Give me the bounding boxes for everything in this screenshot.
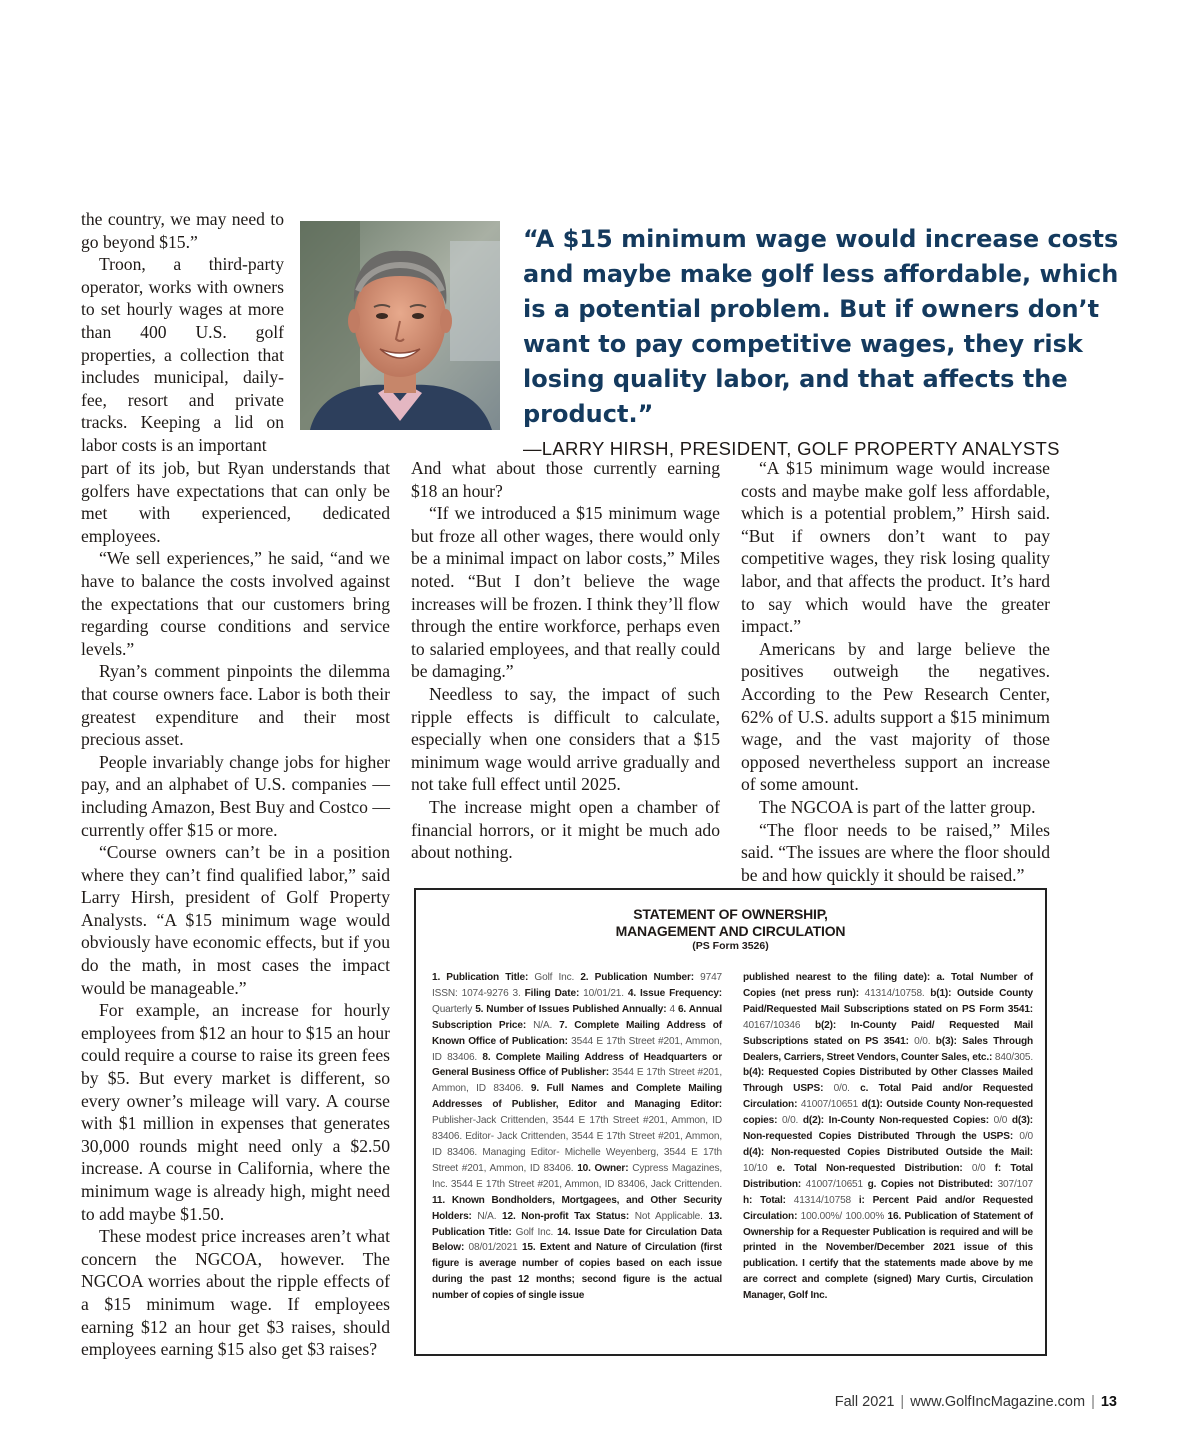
statement-field-value: 4	[669, 1003, 675, 1015]
statement-field-label: 10. Owner:	[577, 1162, 629, 1174]
statement-title-line-2: MANAGEMENT AND CIRCULATION	[615, 923, 846, 939]
statement-field-value: Not Applicable.	[634, 1210, 703, 1222]
statement-field-value: 10/01/21.	[583, 987, 624, 999]
statement-field-value: 0/0	[1019, 1131, 1033, 1143]
statement-field-label: d(2): In-County Non-requested Copies:	[802, 1115, 989, 1127]
statement-field-value: 41314/10758	[793, 1194, 852, 1206]
article-paragraph: “We sell experiences,” he said, “and we have to balance the costs involved against the expectations that our customers bring regarding course conditions and service levels.”	[81, 548, 390, 659]
statement-field-label: 14. Issue Date for Circulation Data Below:	[432, 1226, 722, 1254]
statement-field-label: i: Percent Paid and/or Requested Circulation:	[743, 1194, 1033, 1222]
statement-field-label: Filing Date:	[524, 987, 580, 999]
page-footer	[835, 1394, 1117, 1410]
statement-field-value: 08/01/2021	[468, 1242, 518, 1254]
statement-field-label: b(4): Requested Copies Distributed by Other Classes Mailed Through USPS:	[743, 1067, 1033, 1095]
article-paragraph: The increase might open a chamber of financial horrors, or it might be much ado about nothing.	[411, 796, 720, 863]
statement-field-value: Publisher-Jack Crittenden, 3544 E 17th Street #201, Ammon, ID 83406. Editor- Jack Crittenden, 3544 E 17th Street #201, Ammon, ID 83406. Managing Editor- Michelle Weyenberg, 3544 E 17th Street #201, Ammon, ID 83406.	[432, 1115, 722, 1174]
statement-field-value: 0/0	[993, 1115, 1008, 1127]
statement-field-label: published nearest to the filing date): a. Total Number of Copies (net press run):	[743, 972, 1033, 999]
statement-field-value: 41314/10758.	[864, 987, 925, 999]
statement-field-value: N/A.	[477, 1210, 497, 1222]
pull-quote	[523, 222, 1123, 460]
statement-subtitle: (PS Form 3526)	[692, 940, 769, 952]
article-column-1-top	[81, 208, 284, 457]
footer-separator: |	[900, 1394, 905, 1410]
article-paragraph: People invariably change jobs for higher pay, and an alphabet of U.S. companies — including Amazon, Best Buy and Costco — currently offer $15 or more.	[81, 751, 390, 840]
statement-field-value: 41007/10651	[805, 1178, 863, 1190]
statement-title	[432, 906, 1029, 940]
statement-field-label: b(3): Sales Through Dealers, Carriers, Street Vendors, Counter Sales, etc.:	[743, 1035, 1034, 1063]
article-paragraph: “Course owners can’t be in a position where they can’t find qualified labor,” said Larry Hirsh, president of Golf Property Analysts. “A $15 minimum wage would obviously have economic effects, but if you do the math, in most cases the impact would be manageable.”	[81, 842, 390, 998]
statement-field-label: d(3): Non-requested Copies Distributed Through the USPS:	[743, 1115, 1034, 1143]
statement-field-label: b(2): In-County Paid/ Requested Mail Subscriptions stated on PS 3541:	[743, 1019, 1033, 1047]
statement-field-value: 3544 E 17th Street #201, Ammon, ID 83406.	[432, 1067, 723, 1095]
article-paragraph: The NGCOA is part of the latter group.	[759, 796, 1036, 817]
statement-field-value: 100.00%/ 100.00%	[800, 1210, 885, 1222]
article-paragraph: And what about those currently earning $18 an hour?	[411, 458, 720, 501]
statement-field-label: 2. Publication Number:	[580, 972, 694, 983]
statement-field-label: h: Total:	[743, 1194, 786, 1206]
article-paragraph: the country, we may need to go beyond $15.”	[81, 209, 284, 252]
statement-field-label: 16. Publication of Statement of Ownership for a Requester Publication is required and will be printed in the November/December 2021 issue of this publication. I certify that the statements made above by me are correct and complete (signed) Mary Curtis, Circulation Manager, Golf Inc.	[743, 1210, 1034, 1302]
article-paragraph: Troon, a third-party operator, works with owners to set hourly wages at more than 400 U.S. golf properties, a collection that includes municipal, daily-fee, resort and private tracks. Keeping a lid on labor costs is an important	[81, 254, 284, 455]
statement-field-label: 11. Known Bondholders, Mortgagees, and Other Security Holders:	[432, 1194, 722, 1222]
statement-column-right	[743, 970, 1033, 1304]
statement-field-value: 840/305.	[994, 1051, 1033, 1063]
statement-field-value: Golf Inc.	[515, 1226, 554, 1238]
statement-field-value: Quarterly	[432, 1003, 473, 1015]
statement-field-value: N/A.	[533, 1019, 553, 1031]
statement-field-value: 0/0.	[833, 1083, 850, 1095]
article-column-3	[741, 457, 1050, 886]
statement-field-label: 6. Annual Subscription Price:	[432, 1003, 723, 1031]
statement-of-ownership-box	[414, 888, 1047, 1356]
statement-field-label: 12. Non-profit Tax Status:	[502, 1210, 630, 1222]
larry-hirsh-photo	[300, 221, 500, 430]
statement-field-value: 41007/10651	[800, 1099, 859, 1111]
issue-label: Fall 2021	[834, 1394, 895, 1410]
statement-field-label: 15. Extent and Nature of Circulation (first figure is average number of copies based on each issue during the past 12 months; second figure is the actual number of copies of single issue	[432, 1242, 722, 1302]
article-column-1-bottom	[81, 457, 390, 1361]
statement-field-value: Golf Inc.	[534, 972, 575, 983]
statement-field-value: 10/10	[743, 1162, 768, 1174]
statement-field-value: 0/0.	[781, 1115, 799, 1127]
article-column-2	[411, 457, 720, 864]
statement-field-label: d(4): Non-requested Copies Distributed Outside the Mail:	[743, 1146, 1033, 1158]
statement-field-label: 1. Publication Title:	[432, 972, 529, 983]
website-link[interactable]: www.GolfIncMagazine.com	[910, 1394, 1086, 1410]
page-number: 13	[1100, 1394, 1117, 1410]
article-paragraph: These modest price increases aren’t what concern the NGCOA, however. The NGCOA worries about the ripple effects of a $15 minimum wage. If employees earning $12 an hour get $3 raises, should employees earning $15 also get $3 raises?	[81, 1226, 390, 1360]
footer-separator: |	[1091, 1394, 1095, 1410]
article-paragraph: “If we introduced a $15 minimum wage but froze all other wages, there would only be a minimal impact on labor costs,” Miles noted. “But I don’t believe the wage increases will be frozen. I think they’ll flow through the entire workforce, perhaps even to salaried employees, and that really could be damaging.”	[411, 503, 720, 682]
statement-field-label: 13. Publication Title:	[432, 1210, 723, 1238]
statement-title-line-1: STATEMENT OF OWNERSHIP,	[633, 906, 828, 922]
article-paragraph: “A $15 minimum wage would increase costs and maybe make golf less affordable, which is a potential problem,” Hirsh said. “But if owners don’t want to pay competitive wages, they risk losing quality labor, and that affects the product. It’s hard to say which would have the greater impact.”	[741, 458, 1050, 637]
article-paragraph: Needless to say, the impact of such ripple effects is difficult to calculate, especially when one considers that a $15 minimum wage would arrive gradually and not take full effect until 2025.	[411, 683, 720, 795]
pull-quote-attribution: —LARRY HIRSH, PRESIDENT, GOLF PROPERTY ANALYSTS	[523, 438, 1060, 459]
statement-field-label: 8. Complete Mailing Address of Headquarters or General Business Office of Publisher:	[432, 1051, 722, 1079]
article-paragraph: For example, an increase for hourly employees from $12 an hour to $15 an hour could require a course to raise its green fees by $5. But every market is different, so every owner’s mileage will vary. A course with $1 million in expenses that generates 30,000 rounds might need only a $2.50 increase. A course in California, where the minimum wage is already high, might need to add maybe $1.50.	[81, 1000, 390, 1224]
article-paragraph: part of its job, but Ryan understands that golfers have expectations that can only be met with experienced, dedicated employees.	[81, 458, 390, 546]
statement-field-label: 5. Number of Issues Published Annually:	[475, 1003, 667, 1015]
statement-field-value: 307/107	[997, 1178, 1034, 1190]
statement-field-value: Cypress Magazines, Inc. 3544 E 17th Street #201, Ammon, ID 83406, Jack Crittenden.	[432, 1162, 723, 1190]
article-paragraph: Ryan’s comment pinpoints the dilemma that course owners face. Labor is both their greatest expenditure and their most precious asset.	[81, 661, 390, 750]
statement-field-label: 7. Complete Mailing Address of Known Office of Publication:	[432, 1019, 722, 1047]
statement-field-value: 0/0	[971, 1162, 986, 1174]
statement-field-label: f: Total Distribution:	[743, 1162, 1034, 1190]
statement-field-label: d(1): Outside County Non-requested copies:	[743, 1099, 1033, 1127]
statement-field-value: 9747 ISSN: 1074-9276 3.	[432, 972, 723, 999]
statement-field-label: 9. Full Names and Complete Mailing Addresses of Publisher, Editor and Managing Editor:	[432, 1083, 722, 1111]
article-paragraph: “The floor needs to be raised,” Miles said. “The issues are where the floor should be and how quickly it should be raised.”	[741, 819, 1050, 885]
statement-field-value: 0/0.	[914, 1035, 931, 1047]
statement-field-label: g. Copies not Distributed:	[867, 1178, 993, 1190]
statement-field-label: b(1): Outside County Paid/Requested Mail Subscriptions stated on PS Form 3541:	[743, 987, 1033, 1015]
statement-field-label: 4. Issue Frequency:	[627, 987, 722, 999]
pull-quote-text: “A $15 minimum wage would increase costs and maybe make golf less affordable, which is a potential problem. But if owners don’t want to pay competitive wages, they risk losing quality labor, and that affects the product.”	[523, 225, 1119, 428]
statement-field-label: c. Total Paid and/or Requested Circulation:	[743, 1083, 1034, 1111]
statement-column-left	[432, 970, 722, 1304]
article-paragraph: Americans by and large believe the positives outweigh the negatives. According to the Pew Research Center, 62% of U.S. adults support a $15 minimum wage, and the vast majority of those opposed nevertheless support an increase of some amount.	[741, 638, 1050, 795]
statement-field-value: 40167/10346	[743, 1019, 801, 1031]
statement-field-value: 3544 E 17th Street #201, Ammon, ID 83406.	[432, 1035, 723, 1063]
statement-field-label: e. Total Non-requested Distribution:	[776, 1162, 963, 1174]
